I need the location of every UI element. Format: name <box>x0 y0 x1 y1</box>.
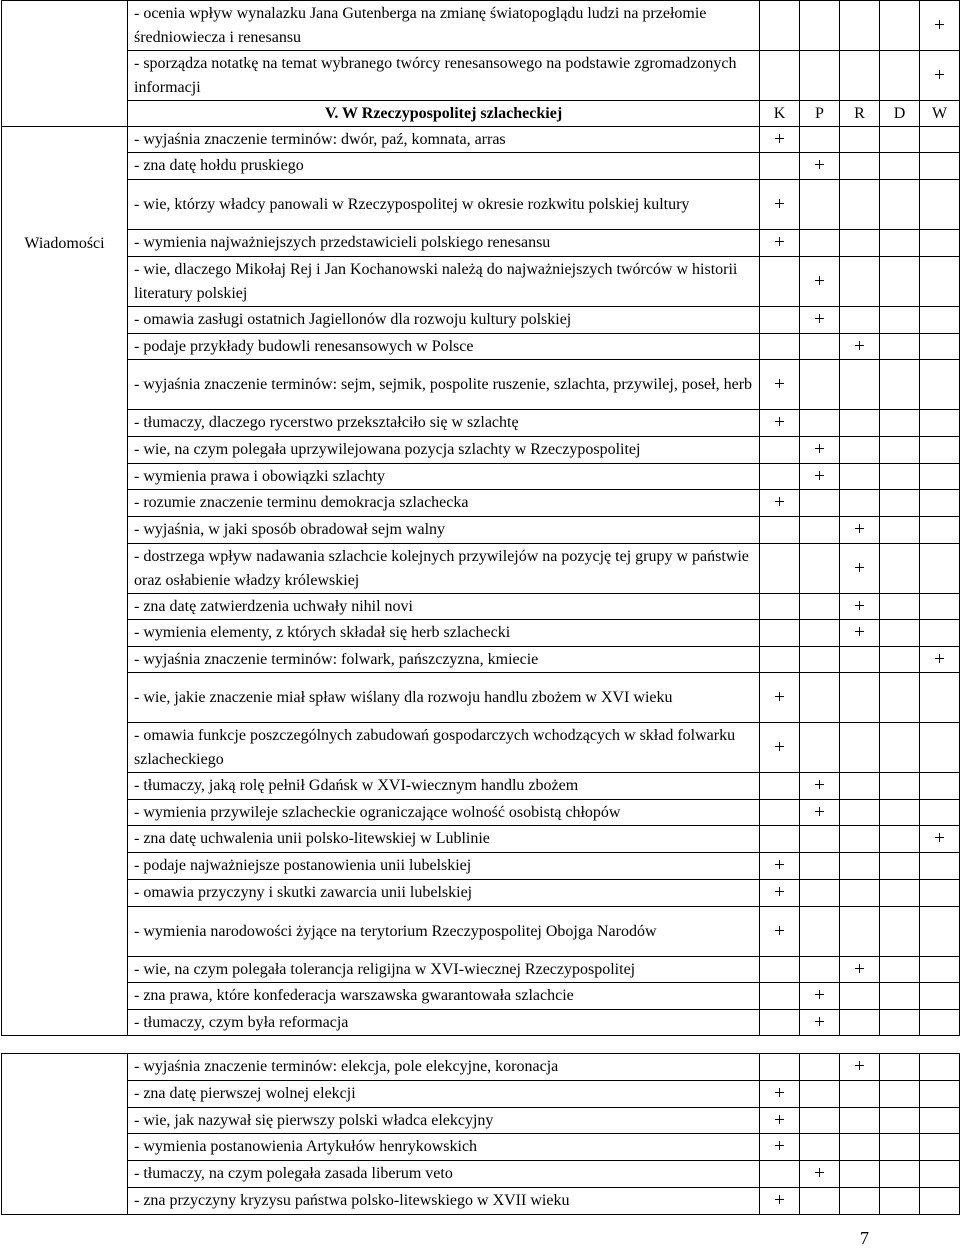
level-header-p: P <box>800 101 840 127</box>
level-mark-cell <box>840 153 880 180</box>
level-mark-cell <box>840 51 880 101</box>
level-mark-cell <box>760 334 800 360</box>
level-mark-cell <box>920 773 960 800</box>
plus-mark: + <box>760 1188 800 1215</box>
level-mark-cell <box>880 544 920 594</box>
plus-mark: + <box>760 360 800 410</box>
level-mark-cell <box>840 853 880 880</box>
level-mark-cell <box>920 1161 960 1188</box>
level-mark-cell <box>880 773 920 800</box>
requirement-text: - wymienia narodowości żyjące na terytorium Rzeczypospolitej Obojga Narodów <box>128 907 760 957</box>
table-row <box>2 647 960 673</box>
requirement-text: - zna datę zatwierdzenia uchwały nihil novi <box>128 594 760 620</box>
level-mark-cell <box>800 647 840 673</box>
level-mark-cell <box>840 180 880 230</box>
level-mark-cell <box>880 1134 920 1161</box>
level-mark-cell <box>760 544 800 594</box>
level-mark-cell <box>920 800 960 826</box>
requirement-text: - omawia funkcje poszczególnych zabudowań gospodarczych wchodzących w skład folwarku szlacheckiego <box>128 723 760 773</box>
plus-mark: + <box>920 1 960 51</box>
level-mark-cell <box>760 983 800 1010</box>
level-mark-cell <box>880 1161 920 1188</box>
plus-mark: + <box>760 180 800 230</box>
requirement-text: - omawia zasługi ostatnich Jagiellonów dla rozwoju kultury polskiej <box>128 307 760 334</box>
requirement-text: - wie, na czym polegała uprzywilejowana pozycja szlachty w Rzeczypospolitej <box>128 437 760 464</box>
table-row <box>2 1161 960 1188</box>
plus-mark: + <box>840 517 880 544</box>
level-mark-cell <box>920 1054 960 1081</box>
table-row <box>2 127 960 153</box>
table-row <box>2 544 960 594</box>
level-mark-cell <box>920 1134 960 1161</box>
level-mark-cell <box>880 647 920 673</box>
level-mark-cell <box>840 1081 880 1108</box>
plus-mark: + <box>760 410 800 437</box>
requirements-table <box>1 0 960 1036</box>
level-mark-cell <box>880 620 920 647</box>
requirement-text: - wymienia postanowienia Artykułów henrykowskich <box>128 1134 760 1161</box>
requirement-text: - wie, na czym polegała tolerancja religijna w XVI-wiecznej Rzeczypospolitej <box>128 957 760 983</box>
level-mark-cell <box>920 257 960 307</box>
level-mark-cell <box>840 257 880 307</box>
level-mark-cell <box>880 230 920 257</box>
table-row <box>2 983 960 1010</box>
plus-mark: + <box>920 826 960 853</box>
level-mark-cell <box>920 957 960 983</box>
level-mark-cell <box>800 230 840 257</box>
level-mark-cell <box>920 517 960 544</box>
requirement-text: - sporządza notatkę na temat wybranego twórcy renesansowego na podstawie zgromadzonych informacji <box>128 51 760 101</box>
level-header-d: D <box>880 101 920 127</box>
plus-mark: + <box>840 594 880 620</box>
level-mark-cell <box>840 723 880 773</box>
level-mark-cell <box>920 620 960 647</box>
table-row <box>2 1134 960 1161</box>
level-mark-cell <box>840 490 880 517</box>
table-row <box>2 1188 960 1215</box>
level-mark-cell <box>920 907 960 957</box>
table-row <box>2 673 960 723</box>
plus-mark: + <box>760 723 800 773</box>
requirement-text: - zna datę hołdu pruskiego <box>128 153 760 180</box>
plus-mark: + <box>800 773 840 800</box>
level-mark-cell <box>800 594 840 620</box>
level-mark-cell <box>880 1081 920 1108</box>
level-mark-cell <box>880 853 920 880</box>
level-mark-cell <box>800 360 840 410</box>
level-mark-cell <box>800 1081 840 1108</box>
plus-mark: + <box>920 647 960 673</box>
level-mark-cell <box>840 230 880 257</box>
plus-mark: + <box>840 544 880 594</box>
requirement-text: - tłumaczy, na czym polegała zasada liberum veto <box>128 1161 760 1188</box>
level-mark-cell <box>880 517 920 544</box>
level-mark-cell <box>840 673 880 723</box>
table-row <box>2 907 960 957</box>
level-mark-cell <box>800 880 840 907</box>
level-mark-cell <box>920 673 960 723</box>
requirement-text: - tłumaczy, dlaczego rycerstwo przekształciło się w szlachtę <box>128 410 760 437</box>
plus-mark: + <box>800 1010 840 1036</box>
table-row <box>2 853 960 880</box>
level-mark-cell <box>800 544 840 594</box>
table-row <box>2 334 960 360</box>
requirement-text: - rozumie znaczenie terminu demokracja szlachecka <box>128 490 760 517</box>
requirement-text: - omawia przyczyny i skutki zawarcia unii lubelskiej <box>128 880 760 907</box>
level-mark-cell <box>880 907 920 957</box>
plus-mark: + <box>800 437 840 464</box>
level-mark-cell <box>760 1 800 51</box>
level-mark-cell <box>760 826 800 853</box>
level-mark-cell <box>760 307 800 334</box>
requirement-text: - tłumaczy, jaką rolę pełnił Gdańsk w XVI-wiecznym handlu zbożem <box>128 773 760 800</box>
level-mark-cell <box>920 853 960 880</box>
level-mark-cell <box>920 464 960 490</box>
level-mark-cell <box>880 410 920 437</box>
plus-mark: + <box>800 464 840 490</box>
level-mark-cell <box>760 773 800 800</box>
level-mark-cell <box>800 490 840 517</box>
category-cell <box>2 127 128 1036</box>
level-mark-cell <box>760 647 800 673</box>
level-mark-cell <box>840 983 880 1010</box>
table-row <box>2 51 960 101</box>
requirement-text: - wymienia przywileje szlacheckie ograniczające wolność osobistą chłopów <box>128 800 760 826</box>
plus-mark: + <box>760 230 800 257</box>
level-mark-cell <box>880 51 920 101</box>
level-mark-cell <box>800 957 840 983</box>
level-mark-cell <box>840 880 880 907</box>
level-mark-cell <box>920 490 960 517</box>
level-mark-cell <box>880 826 920 853</box>
plus-mark: + <box>840 620 880 647</box>
plus-mark: + <box>840 957 880 983</box>
level-mark-cell <box>840 800 880 826</box>
requirements-table-continued <box>1 1053 960 1215</box>
requirement-text: - zna datę pierwszej wolnej elekcji <box>128 1081 760 1108</box>
level-mark-cell <box>880 983 920 1010</box>
requirement-text: - tłumaczy, czym była reformacja <box>128 1010 760 1036</box>
table-row <box>2 1108 960 1134</box>
level-mark-cell <box>760 1054 800 1081</box>
plus-mark: + <box>800 1161 840 1188</box>
requirement-text: - wyjaśnia znaczenie terminów: elekcja, pole elekcyjne, koronacja <box>128 1054 760 1081</box>
level-mark-cell <box>800 334 840 360</box>
level-mark-cell <box>880 957 920 983</box>
requirement-text: - wie, którzy władcy panowali w Rzeczypospolitej w okresie rozkwitu polskiej kultury <box>128 180 760 230</box>
level-mark-cell <box>840 1 880 51</box>
requirement-text: - wyjaśnia znaczenie terminów: sejm, sejmik, pospolite ruszenie, szlachta, przywilej, poseł, herb <box>128 360 760 410</box>
level-mark-cell <box>800 620 840 647</box>
level-mark-cell <box>760 437 800 464</box>
level-mark-cell <box>800 1 840 51</box>
level-mark-cell <box>880 1010 920 1036</box>
requirement-text: - podaje przykłady budowli renesansowych w Polsce <box>128 334 760 360</box>
requirement-text: - wymienia elementy, z których składał się herb szlachecki <box>128 620 760 647</box>
level-mark-cell <box>920 360 960 410</box>
requirement-text: - wyjaśnia znaczenie terminów: dwór, paź, komnata, arras <box>128 127 760 153</box>
level-mark-cell <box>880 1054 920 1081</box>
level-mark-cell <box>840 907 880 957</box>
table-row <box>2 826 960 853</box>
level-mark-cell <box>920 307 960 334</box>
level-mark-cell <box>920 1108 960 1134</box>
level-mark-cell <box>880 673 920 723</box>
level-mark-cell <box>880 180 920 230</box>
level-mark-cell <box>840 1161 880 1188</box>
level-mark-cell <box>920 230 960 257</box>
level-mark-cell <box>800 410 840 437</box>
table-row <box>2 620 960 647</box>
level-mark-cell <box>800 853 840 880</box>
requirement-text: - dostrzega wpływ nadawania szlachcie kolejnych przywilejów na pozycję tej grupy w państwie oraz osłabienie władzy królewskiej <box>128 544 760 594</box>
level-mark-cell <box>840 360 880 410</box>
level-mark-cell <box>800 673 840 723</box>
level-mark-cell <box>840 1188 880 1215</box>
plus-mark: + <box>920 51 960 101</box>
level-mark-cell <box>880 127 920 153</box>
level-mark-cell <box>760 51 800 101</box>
requirement-text: - zna przyczyny kryzysu państwa polsko-litewskiego w XVII wieku <box>128 1188 760 1215</box>
level-mark-cell <box>800 907 840 957</box>
requirement-text: - wyjaśnia, w jaki sposób obradował sejm walny <box>128 517 760 544</box>
level-mark-cell <box>840 826 880 853</box>
level-mark-cell <box>840 1134 880 1161</box>
level-mark-cell <box>760 153 800 180</box>
plus-mark: + <box>760 127 800 153</box>
table-row <box>2 257 960 307</box>
section-header-row <box>2 101 960 127</box>
level-mark-cell <box>880 490 920 517</box>
level-mark-cell <box>840 410 880 437</box>
level-mark-cell <box>920 437 960 464</box>
plus-mark: + <box>760 1134 800 1161</box>
table-row <box>2 360 960 410</box>
plus-mark: + <box>800 800 840 826</box>
level-mark-cell <box>840 464 880 490</box>
plus-mark: + <box>840 1054 880 1081</box>
table-row <box>2 594 960 620</box>
table-row <box>2 773 960 800</box>
level-mark-cell <box>840 307 880 334</box>
page-number: 7 <box>860 1228 869 1248</box>
plus-mark: + <box>800 307 840 334</box>
level-mark-cell <box>880 723 920 773</box>
table-row <box>2 957 960 983</box>
table-row <box>2 1 960 51</box>
plus-mark: + <box>760 880 800 907</box>
level-mark-cell <box>920 334 960 360</box>
level-mark-cell <box>840 647 880 673</box>
level-mark-cell <box>840 773 880 800</box>
level-mark-cell <box>800 517 840 544</box>
plus-mark: + <box>760 673 800 723</box>
level-mark-cell <box>920 1081 960 1108</box>
plus-mark: + <box>760 1108 800 1134</box>
level-mark-cell <box>880 1 920 51</box>
table-row <box>2 464 960 490</box>
table-row <box>2 517 960 544</box>
level-mark-cell <box>920 153 960 180</box>
requirement-text: - ocenia wpływ wynalazku Jana Gutenberga na zmianę światopoglądu ludzi na przełomie średniowiecza i renesansu <box>128 1 760 51</box>
level-mark-cell <box>800 826 840 853</box>
table-row <box>2 1010 960 1036</box>
requirement-text: - zna prawa, które konfederacja warszawska gwarantowała szlachcie <box>128 983 760 1010</box>
level-header-w: W <box>920 101 960 127</box>
level-mark-cell <box>760 620 800 647</box>
level-mark-cell <box>920 1188 960 1215</box>
plus-mark: + <box>760 853 800 880</box>
level-mark-cell <box>760 1010 800 1036</box>
level-mark-cell <box>760 464 800 490</box>
level-mark-cell <box>760 800 800 826</box>
requirement-text: - wymienia prawa i obowiązki szlachty <box>128 464 760 490</box>
table-row <box>2 437 960 464</box>
level-mark-cell <box>800 127 840 153</box>
table-row <box>2 230 960 257</box>
level-mark-cell <box>880 800 920 826</box>
level-mark-cell <box>800 723 840 773</box>
plus-mark: + <box>840 334 880 360</box>
table-row <box>2 1081 960 1108</box>
level-mark-cell <box>840 437 880 464</box>
level-mark-cell <box>880 464 920 490</box>
requirement-text: - wie, dlaczego Mikołaj Rej i Jan Kochanowski należą do najważniejszych twórców w historii literatury polskiej <box>128 257 760 307</box>
requirement-text: - wymienia najważniejszych przedstawicieli polskiego renesansu <box>128 230 760 257</box>
level-mark-cell <box>800 1108 840 1134</box>
category-cell <box>2 1054 128 1215</box>
category-cell <box>2 1 128 127</box>
level-mark-cell <box>880 360 920 410</box>
level-mark-cell <box>920 544 960 594</box>
section-title: V. W Rzeczypospolitej szlacheckiej <box>128 101 760 127</box>
level-mark-cell <box>880 153 920 180</box>
level-mark-cell <box>880 307 920 334</box>
level-mark-cell <box>800 1134 840 1161</box>
level-mark-cell <box>880 594 920 620</box>
plus-mark: + <box>760 490 800 517</box>
plus-mark: + <box>760 907 800 957</box>
level-mark-cell <box>840 127 880 153</box>
level-mark-cell <box>760 257 800 307</box>
level-mark-cell <box>880 1108 920 1134</box>
requirement-text: - podaje najważniejsze postanowienia unii lubelskiej <box>128 853 760 880</box>
category-label: Wiadomości <box>24 235 105 252</box>
requirement-text: - wie, jakie znaczenie miał spław wiślany dla rozwoju handlu zbożem w XVI wieku <box>128 673 760 723</box>
table-row <box>2 880 960 907</box>
level-mark-cell <box>920 1010 960 1036</box>
level-mark-cell <box>880 880 920 907</box>
level-mark-cell <box>800 180 840 230</box>
level-mark-cell <box>880 437 920 464</box>
table-row <box>2 1054 960 1081</box>
requirement-text: - wie, jak nazywał się pierwszy polski władca elekcyjny <box>128 1108 760 1134</box>
plus-mark: + <box>800 257 840 307</box>
level-mark-cell <box>760 594 800 620</box>
table-row <box>2 410 960 437</box>
level-mark-cell <box>760 517 800 544</box>
requirement-text: - zna datę uchwalenia unii polsko-litewskiej w Lublinie <box>128 826 760 853</box>
level-mark-cell <box>920 594 960 620</box>
table-row <box>2 180 960 230</box>
level-header-k: K <box>760 101 800 127</box>
level-mark-cell <box>920 983 960 1010</box>
level-mark-cell <box>920 880 960 907</box>
level-mark-cell <box>760 1161 800 1188</box>
level-mark-cell <box>760 957 800 983</box>
level-mark-cell <box>920 127 960 153</box>
level-mark-cell <box>800 1188 840 1215</box>
level-mark-cell <box>920 723 960 773</box>
requirement-text: - wyjaśnia znaczenie terminów: folwark, pańszczyzna, kmiecie <box>128 647 760 673</box>
plus-mark: + <box>760 1081 800 1108</box>
plus-mark: + <box>800 983 840 1010</box>
level-mark-cell <box>840 1108 880 1134</box>
level-mark-cell <box>880 257 920 307</box>
level-mark-cell <box>920 410 960 437</box>
table-row <box>2 490 960 517</box>
level-header-r: R <box>840 101 880 127</box>
level-mark-cell <box>800 1054 840 1081</box>
table-row <box>2 800 960 826</box>
plus-mark: + <box>800 153 840 180</box>
level-mark-cell <box>880 334 920 360</box>
table-row <box>2 307 960 334</box>
table-row <box>2 153 960 180</box>
level-mark-cell <box>880 1188 920 1215</box>
level-mark-cell <box>840 1010 880 1036</box>
level-mark-cell <box>920 180 960 230</box>
table-row <box>2 723 960 773</box>
level-mark-cell <box>800 51 840 101</box>
